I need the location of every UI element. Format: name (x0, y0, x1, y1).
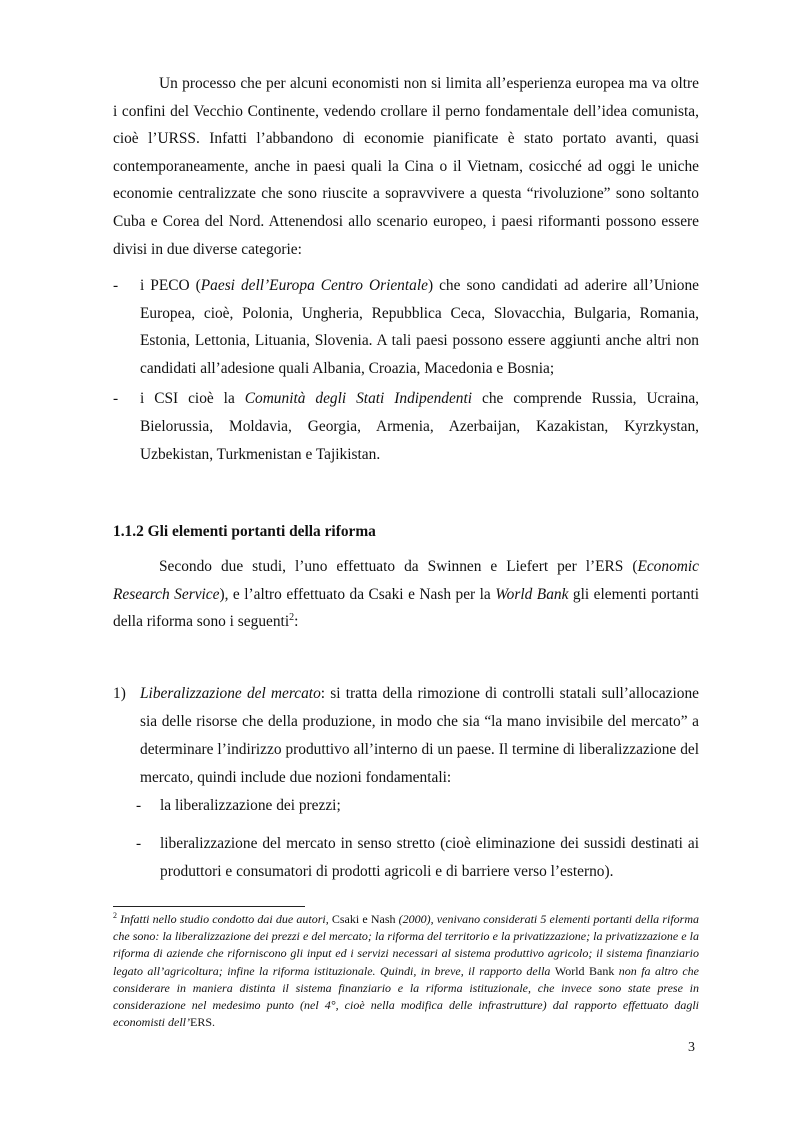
footnote-mark: 2 (113, 911, 117, 920)
list-item (113, 385, 699, 468)
footnote-text-end: . (212, 1015, 215, 1030)
footnote-text-a: Infatti nello studio condotto dai due autori, (117, 912, 332, 926)
list-dash: - (136, 797, 142, 814)
sub-list-text: la liberalizzazione dei prezzi; (160, 797, 341, 814)
sub-list-text: liberalizzazione del mercato in senso stretto (cioè eliminazione dei sussidi destinati ai produttori e consumatori di prodotti agricoli e di barriere verso l’esterno). (160, 835, 699, 880)
footnote-text-e: non fa altro che considerare in maniera distinta il sistema finanziario e la riforma istituzionale, che invece sono state prese in considerazione nel medesimo punto (nel 4°, cioè nella modifica delle infrastrutture) dal rapporto effettuato dagli economisti dell’ (113, 963, 699, 1030)
section-text-c: gli elementi portanti della riforma sono i seguenti (113, 585, 700, 631)
footnote-reference[interactable]: 2 (289, 612, 295, 624)
page-number: 3 (688, 1040, 695, 1055)
section-text-emphasis: Economic Research Service (113, 558, 699, 603)
category-list (113, 272, 699, 468)
footnote (113, 911, 699, 1031)
list-item-emphasis: Comunità degli Stati Indipendenti (244, 390, 473, 408)
footnote-divider (113, 906, 305, 907)
section-text-a: Secondo due studi, l’uno effettuato da Swinnen e Liefert per l’ERS ( (159, 558, 638, 575)
list-item-lead: i CSI cioè la (140, 390, 245, 408)
section-paragraph (113, 553, 699, 636)
footnote-text-upright: ERS (189, 1015, 212, 1030)
section-text-emphasis: World Bank (495, 585, 569, 603)
list-dash: - (113, 277, 119, 294)
item-rest: : si tratta della rimozione di controlli statali sull’allocazione sia delle risorse che della produzione, in modo che sia “la mano invisibile del mercato” a determinare l’indirizzo produttivo all’interno di un paese. Il termine di liberalizzazione del mercato, quindi include due nozioni fondamentali: (140, 685, 699, 786)
intro-paragraph (113, 70, 699, 263)
list-item (113, 272, 699, 382)
section-heading: 1.1.2 Gli elementi portanti della riforma (113, 523, 376, 540)
section-text-d: : (294, 613, 299, 631)
intro-text: Un processo che per alcuni economisti non si limita all’esperienza europea ma va oltre i confini del Vecchio Continente, vedendo crollare il perno fondamentale dell’idea comunista, cioè l’URSS. Infatti l’abbandono di economie pianificate è stato portato avanti, quasi contemporaneamente, anche in paesi quali la Cina o il Vietnam, cosicché ad oggi le uniche economie centralizzate che sono riuscite a sopravvivere a questa “rivoluzione” sono soltanto Cuba e Corea del Nord. Attenendosi allo scenario europeo, i paesi riformanti possono essere divisi in due diverse categorie: (113, 75, 699, 258)
item-number: 1) (113, 685, 126, 702)
sub-list-item (136, 830, 699, 886)
list-item-rest: che comprende Russia, Ucraina, Bielorussia, Moldavia, Georgia, Armenia, Azerbaijan, Kazakistan, Kyrzkystan, Uzbekistan, Turkmenistan e Tajikistan. (140, 390, 699, 463)
list-item-emphasis: Paesi dell’Europa Centro Orientale (200, 277, 428, 294)
list-dash: - (136, 835, 142, 852)
item-emphasis: Liberalizzazione del mercato (140, 685, 321, 702)
list-dash: - (113, 390, 119, 408)
footnote-text-c: (2000), venivano considerati 5 elementi portanti della riforma che sono: la liberalizzazione dei prezzi e del mercato; la riforma del territorio e la privatizzazione; la privatizzazione e la riforma di aziende che riforniscono gli input ed i servizi necessari al sistema produttivo agricolo; il sistema finanziario legato all’agricoltura; infine la riforma istituzionale. Quindi, in breve, il rapporto della (113, 912, 699, 978)
list-item-rest: ) che sono candidati ad aderire all’Unione Europea, cioè, Polonia, Ungheria, Repubblica Ceca, Slovacchia, Bulgaria, Romania, Estonia, Lettonia, Lituania, Slovenia. A tali paesi possono essere aggiunti anche altri non candidati all’adesione quali Albania, Croazia, Macedonia e Bosnia; (140, 277, 700, 377)
section-text-b: ), e l’altro effettuato da Csaki e Nash per la (219, 585, 496, 603)
footnote-text-upright: World Bank (554, 963, 615, 978)
list-item-lead: i PECO ( (140, 277, 201, 294)
numbered-item (113, 680, 699, 792)
sub-list (136, 792, 699, 886)
section-text (113, 553, 699, 636)
item-text (113, 680, 699, 792)
footnote-text-upright: Csaki e Nash (331, 912, 396, 926)
sub-list-item (136, 792, 699, 820)
